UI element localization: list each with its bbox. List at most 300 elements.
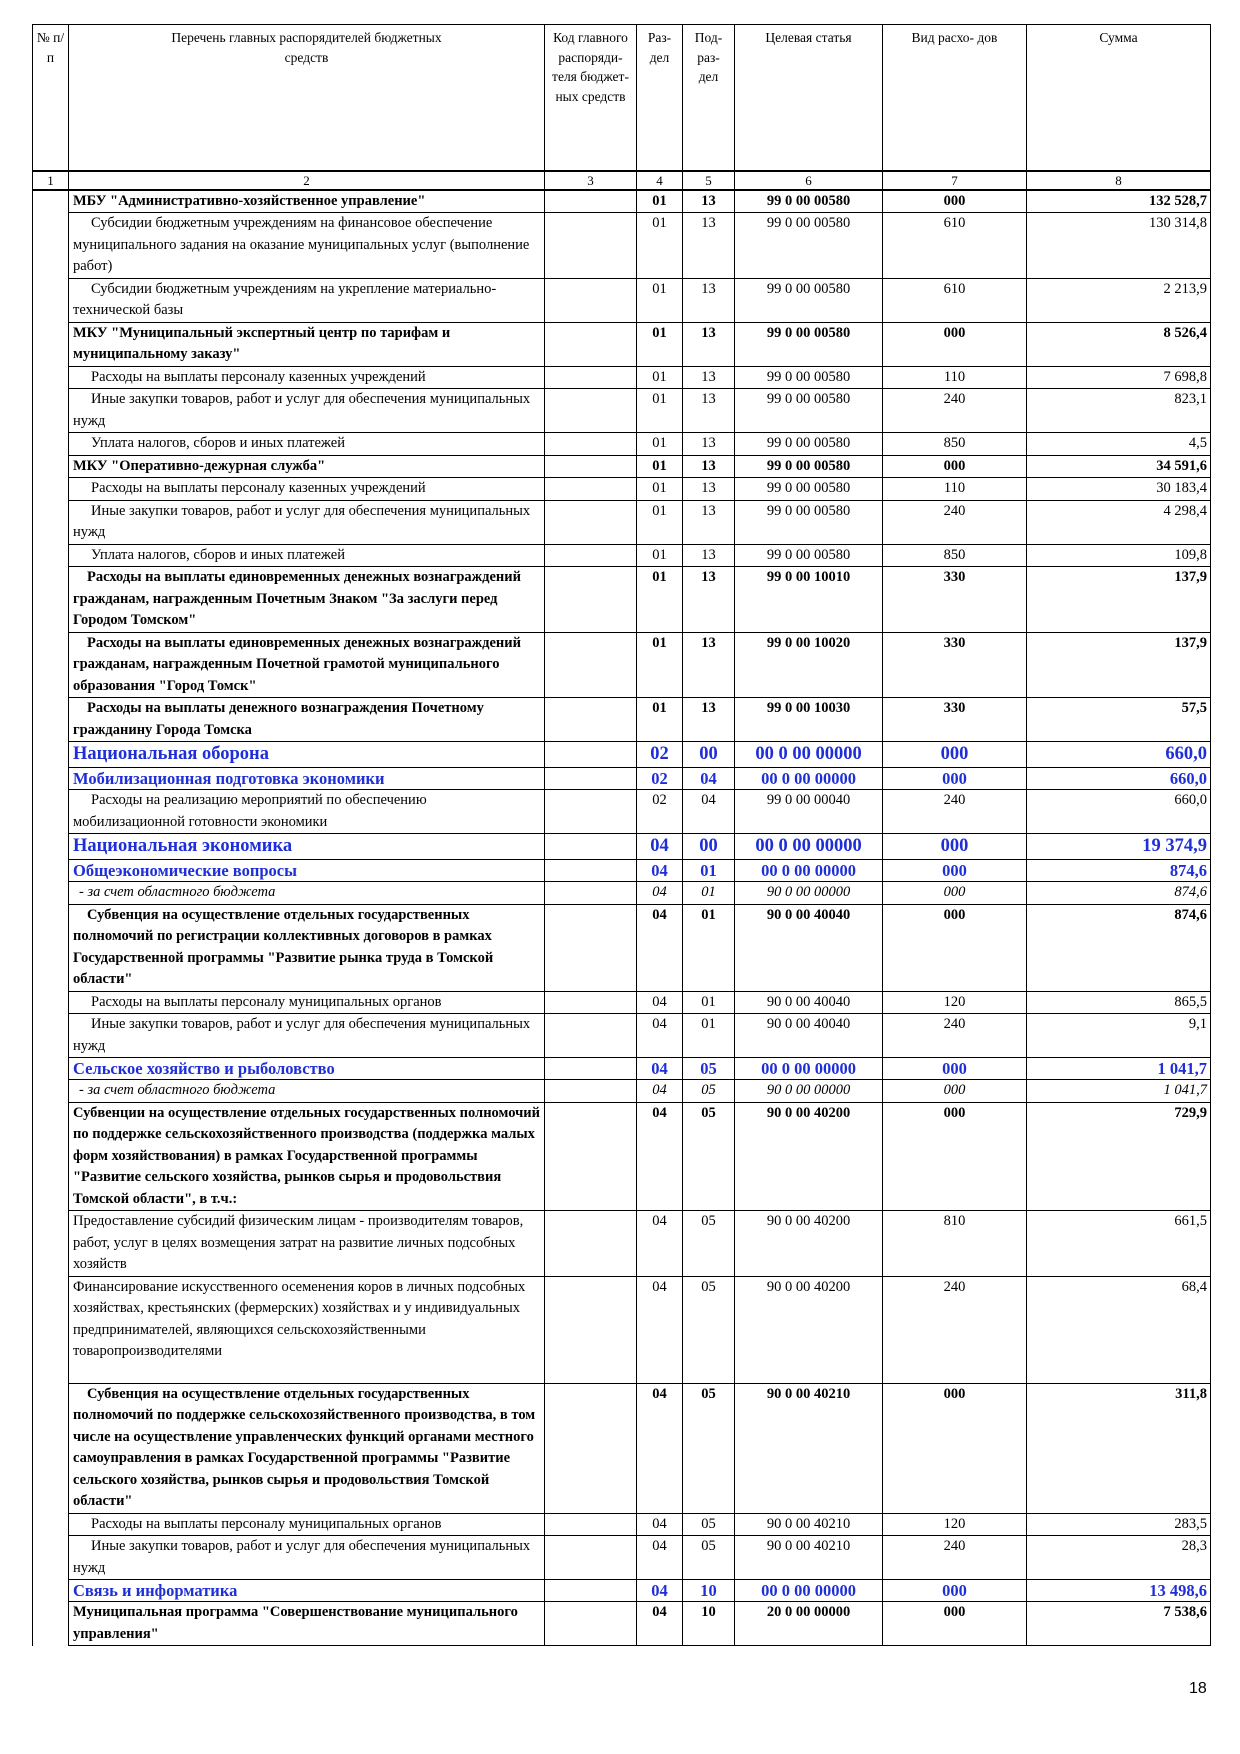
row-number-cell [33,768,69,790]
column-number: 5 [683,171,735,190]
row-podrazdel: 01 [683,1014,735,1058]
row-number-cell [33,742,69,768]
row-podrazdel: 13 [683,389,735,433]
row-code [545,632,637,698]
row-expense-type: 240 [883,1014,1027,1058]
row-podrazdel: 13 [683,632,735,698]
row-target-article: 99 0 00 00580 [735,544,883,567]
row-number-cell [33,632,69,698]
row-code [545,1383,637,1513]
row-expense-type: 000 [883,1102,1027,1211]
table-row [33,1014,1211,1058]
row-target-article: 90 0 00 40200 [735,1211,883,1277]
row-podrazdel: 13 [683,322,735,366]
row-podrazdel: 01 [683,904,735,991]
row-code [545,455,637,478]
row-number-cell [33,991,69,1014]
row-podrazdel: 04 [683,768,735,790]
row-number-cell [33,322,69,366]
row-target-article: 99 0 00 00580 [735,433,883,456]
table-row [33,1080,1211,1103]
column-number: 4 [637,171,683,190]
table-row [33,790,1211,834]
row-sum: 874,6 [1027,860,1211,882]
row-number-cell [33,1513,69,1536]
row-name: МБУ "Административно-хозяйственное управление" [69,190,545,213]
row-name: Национальная оборона [69,742,545,768]
row-code [545,1276,637,1383]
row-number-cell [33,213,69,279]
row-code [545,500,637,544]
row-expense-type: 330 [883,567,1027,633]
row-name: Иные закупки товаров, работ и услуг для обеспечения муниципальных нужд [69,500,545,544]
row-name: Расходы на выплаты персоналу казенных учреждений [69,478,545,501]
table-row [33,991,1211,1014]
row-expense-type: 610 [883,278,1027,322]
row-number-cell [33,1058,69,1080]
row-number-cell [33,1383,69,1513]
row-expense-type: 000 [883,882,1027,905]
row-podrazdel: 10 [683,1580,735,1602]
row-razdel: 04 [637,1058,683,1080]
row-target-article: 99 0 00 10020 [735,632,883,698]
row-sum: 34 591,6 [1027,455,1211,478]
table-row [33,213,1211,279]
row-code [545,1513,637,1536]
row-name: Уплата налогов, сборов и иных платежей [69,544,545,567]
row-target-article: 00 0 00 00000 [735,1580,883,1602]
row-sum: 661,5 [1027,1211,1211,1277]
row-code [545,567,637,633]
row-sum: 9,1 [1027,1014,1211,1058]
row-code [545,478,637,501]
row-sum: 729,9 [1027,1102,1211,1211]
row-sum: 7 698,8 [1027,366,1211,389]
row-razdel: 04 [637,882,683,905]
row-razdel: 04 [637,1602,683,1646]
row-name: Национальная экономика [69,834,545,860]
header-podrazdel: Под- раз- дел [683,25,735,171]
row-number-cell [33,1080,69,1103]
row-name: Мобилизационная подготовка экономики [69,768,545,790]
column-number: 7 [883,171,1027,190]
row-code [545,1080,637,1103]
row-name: МКУ "Муниципальный экспертный центр по тарифам и муниципальному заказу" [69,322,545,366]
row-podrazdel: 13 [683,278,735,322]
row-name: МКУ "Оперативно-дежурная служба" [69,455,545,478]
table-row [33,1580,1211,1602]
row-target-article: 90 0 00 00000 [735,1080,883,1103]
row-number-cell [33,790,69,834]
row-sum: 132 528,7 [1027,190,1211,213]
row-code [545,768,637,790]
row-name: Субвенция на осуществление отдельных государственных полномочий по поддержке сельскохозяйственного производства, в том числе на осуществление управленческих функций органами местного самоуправления в рамках Государственной программы "Развитие сельского хозяйства, рынков сырья и продовольствия Томской области" [69,1383,545,1513]
row-number-cell [33,478,69,501]
row-sum: 4,5 [1027,433,1211,456]
table-row [33,1602,1211,1646]
row-name: Расходы на выплаты единовременных денежных вознаграждений гражданам, награжденным Почетной грамотой муниципального образования "Город Томск" [69,632,545,698]
column-numbers-row [33,171,1211,190]
table-row [33,1513,1211,1536]
row-code [545,190,637,213]
table-row [33,1276,1211,1383]
row-code [545,882,637,905]
row-code [545,544,637,567]
table-row [33,278,1211,322]
row-target-article: 00 0 00 00000 [735,860,883,882]
row-number-cell [33,1602,69,1646]
row-sum: 1 041,7 [1027,1058,1211,1080]
row-podrazdel: 05 [683,1536,735,1580]
row-podrazdel: 13 [683,478,735,501]
row-razdel: 04 [637,1383,683,1513]
header-number: № п/п [33,25,69,171]
row-sum: 19 374,9 [1027,834,1211,860]
row-name: Финансирование искусственного осеменения коров в личных подсобных хозяйствах, крестьянских (фермерских) хозяйствах и у индивидуальных предпринимателей, являющихся сельскохозяйственными товаропроизводителями [69,1276,545,1383]
row-target-article: 90 0 00 40200 [735,1276,883,1383]
row-razdel: 04 [637,1580,683,1602]
row-target-article: 99 0 00 00040 [735,790,883,834]
row-number-cell [33,544,69,567]
row-razdel: 04 [637,1513,683,1536]
row-expense-type: 120 [883,1513,1027,1536]
column-number: 1 [33,171,69,190]
row-podrazdel: 05 [683,1513,735,1536]
row-code [545,1536,637,1580]
row-code [545,1058,637,1080]
table-row [33,1102,1211,1211]
row-expense-type: 330 [883,698,1027,742]
row-number-cell [33,1014,69,1058]
row-code [545,790,637,834]
row-name: Иные закупки товаров, работ и услуг для обеспечения муниципальных нужд [69,389,545,433]
row-target-article: 99 0 00 00580 [735,366,883,389]
row-target-article: 00 0 00 00000 [735,742,883,768]
row-expense-type: 000 [883,455,1027,478]
row-razdel: 04 [637,1080,683,1103]
row-podrazdel: 10 [683,1602,735,1646]
row-expense-type: 110 [883,478,1027,501]
header-sum: Сумма [1027,25,1211,171]
table-row [33,433,1211,456]
row-podrazdel: 01 [683,882,735,905]
row-code [545,742,637,768]
row-expense-type: 000 [883,768,1027,790]
row-razdel: 04 [637,1211,683,1277]
row-target-article: 99 0 00 00580 [735,278,883,322]
row-number-cell [33,1211,69,1277]
row-razdel: 01 [637,433,683,456]
row-target-article: 90 0 00 40040 [735,991,883,1014]
row-razdel: 01 [637,698,683,742]
row-name: Расходы на реализацию мероприятий по обеспечению мобилизационной готовности экономики [69,790,545,834]
row-sum: 660,0 [1027,768,1211,790]
row-name: - за счет областного бюджета [69,1080,545,1103]
row-target-article: 20 0 00 00000 [735,1602,883,1646]
header-row [33,25,1211,171]
row-podrazdel: 00 [683,742,735,768]
row-code [545,1580,637,1602]
row-target-article: 99 0 00 10030 [735,698,883,742]
row-code [545,389,637,433]
row-razdel: 01 [637,213,683,279]
row-number-cell [33,278,69,322]
table-row [33,1211,1211,1277]
row-target-article: 00 0 00 00000 [735,834,883,860]
row-razdel: 04 [637,1536,683,1580]
row-target-article: 90 0 00 00000 [735,882,883,905]
row-name: Расходы на выплаты денежного вознаграждения Почетному гражданину Города Томска [69,698,545,742]
table-row [33,742,1211,768]
row-sum: 865,5 [1027,991,1211,1014]
row-sum: 28,3 [1027,1536,1211,1580]
row-number-cell [33,366,69,389]
row-expense-type: 850 [883,544,1027,567]
row-name: Общеэкономические вопросы [69,860,545,882]
header-code: Код главного распоряди- теля бюджет- ных средств [545,25,637,171]
row-podrazdel: 13 [683,433,735,456]
row-name: Расходы на выплаты персоналу муниципальных органов [69,991,545,1014]
row-razdel: 01 [637,190,683,213]
row-podrazdel: 13 [683,544,735,567]
column-number: 3 [545,171,637,190]
row-sum: 57,5 [1027,698,1211,742]
row-expense-type: 240 [883,500,1027,544]
row-number-cell [33,1276,69,1383]
row-razdel: 01 [637,567,683,633]
column-number: 2 [69,171,545,190]
row-code [545,1602,637,1646]
table-row [33,366,1211,389]
row-code [545,322,637,366]
row-name: - за счет областного бюджета [69,882,545,905]
row-razdel: 04 [637,904,683,991]
row-expense-type: 240 [883,389,1027,433]
row-name: Иные закупки товаров, работ и услуг для обеспечения муниципальных нужд [69,1536,545,1580]
row-razdel: 02 [637,790,683,834]
row-target-article: 99 0 00 00580 [735,455,883,478]
row-razdel: 01 [637,278,683,322]
row-number-cell [33,389,69,433]
row-number-cell [33,433,69,456]
row-razdel: 01 [637,455,683,478]
row-number-cell [33,500,69,544]
row-code [545,1102,637,1211]
row-number-cell [33,190,69,213]
row-sum: 823,1 [1027,389,1211,433]
row-number-cell [33,567,69,633]
row-sum: 13 498,6 [1027,1580,1211,1602]
table-row [33,478,1211,501]
row-razdel: 02 [637,742,683,768]
row-target-article: 90 0 00 40200 [735,1102,883,1211]
table-row [33,632,1211,698]
header-name: Перечень главных распорядителей бюджетных средств [69,25,545,171]
row-podrazdel: 13 [683,455,735,478]
row-sum: 137,9 [1027,632,1211,698]
table-row [33,860,1211,882]
row-expense-type: 000 [883,904,1027,991]
row-expense-type: 000 [883,1080,1027,1103]
row-expense-type: 850 [883,433,1027,456]
row-podrazdel: 13 [683,190,735,213]
row-number-cell [33,860,69,882]
row-razdel: 01 [637,478,683,501]
row-expense-type: 240 [883,1276,1027,1383]
row-expense-type: 240 [883,790,1027,834]
table-row [33,698,1211,742]
row-razdel: 04 [637,1102,683,1211]
row-code [545,1014,637,1058]
row-name: Предоставление субсидий физическим лицам - производителям товаров, работ, услуг в целях возмещения затрат на развитие личных подсобных хозяйств [69,1211,545,1277]
row-sum: 68,4 [1027,1276,1211,1383]
row-number-cell [33,834,69,860]
row-target-article: 00 0 00 00000 [735,1058,883,1080]
table-row [33,1383,1211,1513]
page-number: 18 [1189,1680,1207,1697]
table-row [33,1058,1211,1080]
budget-document [32,24,1210,1646]
row-sum: 311,8 [1027,1383,1211,1513]
row-name: Субсидии бюджетным учреждениям на финансовое обеспечение муниципального задания на оказание муниципальных услуг (выполнение работ) [69,213,545,279]
row-code [545,991,637,1014]
header-expense-type: Вид расхо- дов [883,25,1027,171]
row-razdel: 01 [637,500,683,544]
row-target-article: 99 0 00 00580 [735,213,883,279]
table-row [33,544,1211,567]
row-code [545,860,637,882]
header-target: Целевая статья [735,25,883,171]
row-podrazdel: 13 [683,366,735,389]
table-row [33,904,1211,991]
row-sum: 7 538,6 [1027,1602,1211,1646]
row-expense-type: 000 [883,322,1027,366]
row-expense-type: 000 [883,190,1027,213]
row-target-article: 90 0 00 40040 [735,1014,883,1058]
row-podrazdel: 13 [683,500,735,544]
row-podrazdel: 00 [683,834,735,860]
row-razdel: 04 [637,834,683,860]
row-razdel: 01 [637,544,683,567]
row-code [545,213,637,279]
row-podrazdel: 13 [683,213,735,279]
table-row [33,500,1211,544]
row-name: Субсидии бюджетным учреждениям на укрепление материально-технической базы [69,278,545,322]
row-number-cell [33,1580,69,1602]
row-sum: 130 314,8 [1027,213,1211,279]
row-sum: 283,5 [1027,1513,1211,1536]
row-code [545,834,637,860]
table-row [33,1536,1211,1580]
table-row [33,567,1211,633]
row-expense-type: 110 [883,366,1027,389]
row-number-cell [33,698,69,742]
row-target-article: 00 0 00 00000 [735,768,883,790]
row-podrazdel: 13 [683,567,735,633]
row-razdel: 01 [637,632,683,698]
row-code [545,278,637,322]
row-expense-type: 000 [883,1058,1027,1080]
row-expense-type: 000 [883,742,1027,768]
row-code [545,904,637,991]
row-target-article: 99 0 00 00580 [735,389,883,433]
budget-table [32,24,1211,1646]
row-target-article: 99 0 00 00580 [735,322,883,366]
row-code [545,698,637,742]
row-name: Расходы на выплаты персоналу муниципальных органов [69,1513,545,1536]
row-target-article: 90 0 00 40040 [735,904,883,991]
row-podrazdel: 05 [683,1211,735,1277]
column-number: 6 [735,171,883,190]
row-target-article: 99 0 00 00580 [735,500,883,544]
table-row [33,834,1211,860]
row-sum: 137,9 [1027,567,1211,633]
row-name: Сельское хозяйство и рыболовство [69,1058,545,1080]
row-name: Расходы на выплаты единовременных денежных вознаграждений гражданам, награжденным Почетным Знаком "За заслуги перед Городом Томском" [69,567,545,633]
row-podrazdel: 05 [683,1383,735,1513]
row-sum: 1 041,7 [1027,1080,1211,1103]
row-code [545,1211,637,1277]
column-number: 8 [1027,171,1211,190]
row-expense-type: 000 [883,1580,1027,1602]
row-expense-type: 000 [883,834,1027,860]
row-target-article: 99 0 00 00580 [735,478,883,501]
table-body [33,190,1211,1646]
row-name: Связь и информатика [69,1580,545,1602]
row-podrazdel: 05 [683,1102,735,1211]
row-name: Субвенции на осуществление отдельных государственных полномочий по поддержке сельскохозяйственного производства (поддержка малых форм хозяйствования) в рамках Государственной программы "Развитие сельского хозяйства, рынков сырья и продовольствия Томской области", в т.ч.: [69,1102,545,1211]
table-row [33,190,1211,213]
row-expense-type: 000 [883,1602,1027,1646]
row-name: Иные закупки товаров, работ и услуг для обеспечения муниципальных нужд [69,1014,545,1058]
row-podrazdel: 05 [683,1058,735,1080]
row-sum: 8 526,4 [1027,322,1211,366]
row-expense-type: 240 [883,1536,1027,1580]
row-sum: 109,8 [1027,544,1211,567]
row-sum: 660,0 [1027,742,1211,768]
header-razdel: Раз- дел [637,25,683,171]
row-expense-type: 120 [883,991,1027,1014]
row-target-article: 99 0 00 00580 [735,190,883,213]
row-razdel: 04 [637,860,683,882]
row-razdel: 04 [637,991,683,1014]
row-sum: 2 213,9 [1027,278,1211,322]
row-target-article: 90 0 00 40210 [735,1536,883,1580]
row-target-article: 99 0 00 10010 [735,567,883,633]
row-code [545,433,637,456]
row-sum: 30 183,4 [1027,478,1211,501]
row-podrazdel: 13 [683,698,735,742]
row-expense-type: 000 [883,860,1027,882]
row-name: Расходы на выплаты персоналу казенных учреждений [69,366,545,389]
row-razdel: 04 [637,1276,683,1383]
table-row [33,768,1211,790]
row-podrazdel: 05 [683,1080,735,1103]
row-podrazdel: 04 [683,790,735,834]
row-target-article: 90 0 00 40210 [735,1513,883,1536]
row-podrazdel: 01 [683,860,735,882]
table-row [33,322,1211,366]
row-razdel: 01 [637,389,683,433]
row-razdel: 01 [637,366,683,389]
row-sum: 874,6 [1027,904,1211,991]
row-sum: 874,6 [1027,882,1211,905]
row-razdel: 02 [637,768,683,790]
table-row [33,882,1211,905]
row-number-cell [33,1536,69,1580]
row-podrazdel: 05 [683,1276,735,1383]
row-number-cell [33,455,69,478]
